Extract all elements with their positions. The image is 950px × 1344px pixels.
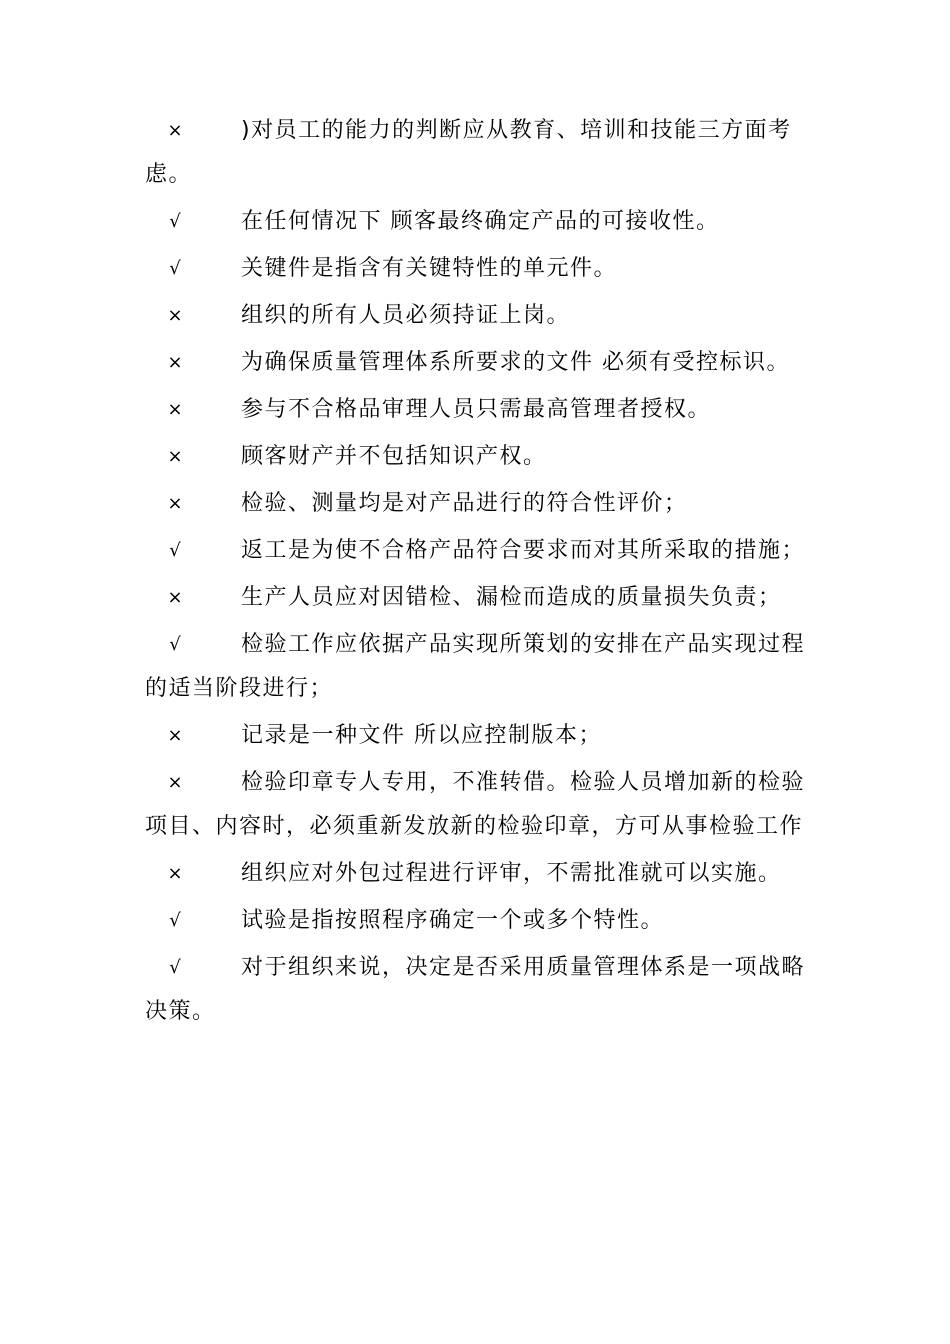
cross-mark-icon: × bbox=[167, 863, 183, 884]
answer-statement: )对员工的能力的判断应从教育、培训和技能三方面考虑。 bbox=[145, 118, 792, 187]
check-mark-icon: √ bbox=[169, 910, 181, 931]
answer-item bbox=[145, 623, 815, 711]
answer-statement: 检验工作应依据产品实现所策划的安排在产品实现过程的适当阶段进行； bbox=[145, 632, 806, 701]
check-mark-icon: √ bbox=[169, 211, 181, 232]
cross-mark-icon: × bbox=[167, 493, 183, 514]
answer-item bbox=[145, 852, 815, 896]
answer-item bbox=[145, 899, 815, 943]
cross-mark-icon: × bbox=[167, 305, 183, 326]
answer-item bbox=[145, 482, 815, 526]
answer-item bbox=[145, 109, 815, 197]
answer-item bbox=[145, 294, 815, 338]
cross-mark-icon: × bbox=[167, 587, 183, 608]
answer-statement: 组织的所有人员必须持证上岗。 bbox=[241, 303, 571, 328]
answer-statement: 记录是一种文件 所以应控制版本； bbox=[241, 723, 602, 748]
cross-mark-icon: × bbox=[167, 446, 183, 467]
true-false-answer-list bbox=[0, 109, 815, 1034]
answer-item bbox=[145, 200, 815, 244]
answer-item bbox=[145, 714, 815, 758]
check-mark-icon: √ bbox=[169, 957, 181, 978]
check-mark-icon: √ bbox=[169, 258, 181, 279]
answer-statement: 参与不合格品审理人员只需最高管理者授权。 bbox=[241, 397, 712, 422]
answer-item bbox=[145, 529, 815, 573]
cross-mark-icon: × bbox=[167, 399, 183, 420]
answer-statement: 试验是指按照程序确定一个或多个特性。 bbox=[241, 908, 665, 933]
cross-mark-icon: × bbox=[167, 725, 183, 746]
answer-item bbox=[145, 388, 815, 432]
answer-item bbox=[145, 435, 815, 479]
answer-item bbox=[145, 946, 815, 1034]
check-mark-icon: √ bbox=[169, 634, 181, 655]
answer-item bbox=[145, 247, 815, 291]
answer-statement: 在任何情况下 顾客最终确定产品的可接收性。 bbox=[241, 209, 720, 234]
answer-statement: 关键件是指含有关键特性的单元件。 bbox=[241, 256, 618, 281]
answer-statement: 顾客财产并不包括知识产权。 bbox=[241, 444, 547, 469]
answer-statement: 为确保质量管理体系所要求的文件 必须有受控标识。 bbox=[241, 350, 790, 375]
cross-mark-icon: × bbox=[167, 772, 183, 793]
answer-statement: 检验、测量均是对产品进行的符合性评价； bbox=[241, 491, 688, 516]
answer-item bbox=[145, 341, 815, 385]
answer-statement: 对于组织来说，决定是否采用质量管理体系是一项战略决策。 bbox=[145, 955, 806, 1024]
answer-item bbox=[145, 576, 815, 620]
answer-statement: 组织应对外包过程进行评审，不需批准就可以实施。 bbox=[241, 861, 782, 886]
answer-item bbox=[145, 761, 815, 849]
cross-mark-icon: × bbox=[167, 352, 183, 373]
answer-statement: 检验印章专人专用，不准转借。检验人员增加新的检验项目、内容时，必须重新发放新的检验印章，方可从事检验工作 bbox=[145, 770, 806, 839]
cross-mark-icon: × bbox=[167, 120, 183, 141]
answer-statement: 生产人员应对因错检、漏检而造成的质量损失负责； bbox=[241, 585, 782, 610]
answer-statement: 返工是为使不合格产品符合要求而对其所采取的措施； bbox=[241, 538, 806, 563]
check-mark-icon: √ bbox=[169, 540, 181, 561]
